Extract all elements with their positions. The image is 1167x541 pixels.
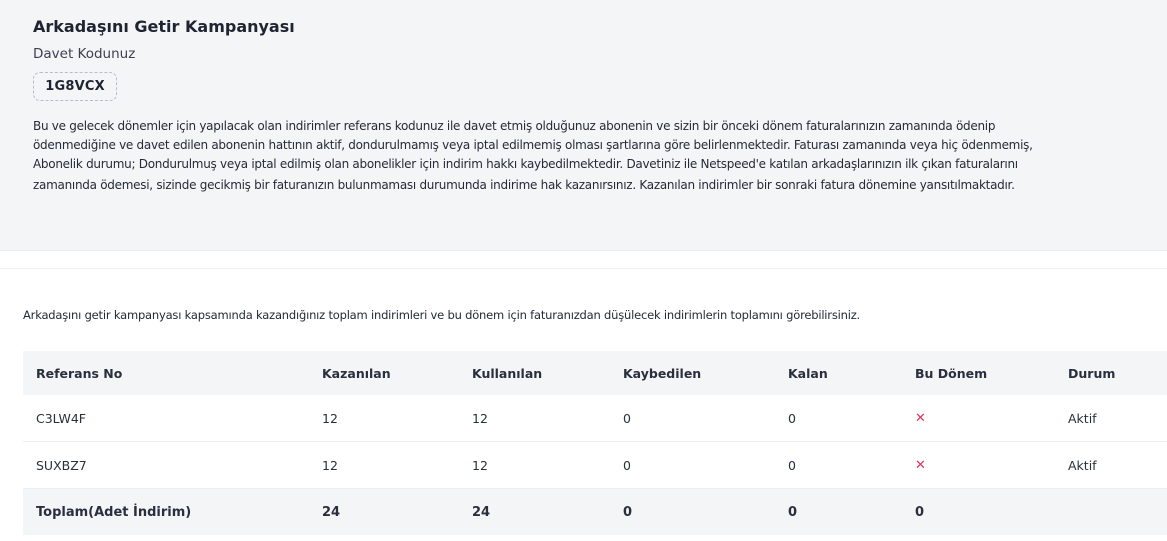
section-divider xyxy=(0,268,1167,269)
x-icon: ✕ xyxy=(915,410,926,426)
invite-code-box[interactable]: 1G8VCX xyxy=(33,72,117,101)
invite-code-label: Davet Kodunuz xyxy=(33,46,136,62)
header-kaybedilen: Kaybedilen xyxy=(623,365,702,381)
header-kullanilan: Kullanılan xyxy=(472,365,543,381)
total-bu-donem: 0 xyxy=(915,504,925,520)
cell-kazanilan: 12 xyxy=(322,410,338,426)
header-bu-donem: Bu Dönem xyxy=(915,365,988,381)
campaign-title: Arkadaşını Getir Kampanyası xyxy=(33,17,295,36)
x-icon: ✕ xyxy=(915,457,926,473)
campaign-panel xyxy=(0,0,1167,251)
cell-kaybedilen: 0 xyxy=(623,410,631,426)
header-durum: Durum xyxy=(1068,365,1116,381)
cell-bu-donem xyxy=(915,442,926,488)
summary-text: Arkadaşını getir kampanyası kapsamında kazandığınız toplam indirimleri ve bu dönem için faturanızdan düşülecek indirimlerin toplamını görebilirsiniz. xyxy=(23,308,860,322)
campaign-description-line: Abonelik durumu; Dondurulmuş veya iptal edilmiş olan abonelikler için indirim hakkı kaybedilmektedir. Davetiniz ile Netspeed'e katılan arkadaşlarınızın ilk çıkan faturalarını xyxy=(33,157,1018,171)
cell-durum: Aktif xyxy=(1068,457,1097,473)
table-header-row xyxy=(23,351,1167,395)
cell-kazanilan: 12 xyxy=(322,457,338,473)
total-kaybedilen: 0 xyxy=(623,504,633,520)
referral-table xyxy=(23,351,1167,535)
cell-kaybedilen: 0 xyxy=(623,457,631,473)
table-row xyxy=(23,395,1167,442)
campaign-description-line: Bu ve gelecek dönemler için yapılacak olan indirimler referans kodunuz ile davet etmiş olduğunuz abonenin ve sizin bir önceki dönem faturalarınızın zamanında ödenip xyxy=(33,119,996,133)
cell-bu-donem xyxy=(915,395,926,441)
total-label: Toplam(Adet İndirim) xyxy=(36,504,192,520)
table-total-row xyxy=(23,489,1167,535)
cell-referans-no: SUXBZ7 xyxy=(36,457,87,473)
cell-durum: Aktif xyxy=(1068,410,1097,426)
cell-kullanilan: 12 xyxy=(472,457,488,473)
table-row xyxy=(23,442,1167,489)
total-kazanilan: 24 xyxy=(322,504,341,520)
header-referans-no: Referans No xyxy=(36,365,123,381)
cell-kullanilan: 12 xyxy=(472,410,488,426)
total-kullanilan: 24 xyxy=(472,504,491,520)
header-kalan: Kalan xyxy=(788,365,828,381)
total-kalan: 0 xyxy=(788,504,798,520)
header-kazanilan: Kazanılan xyxy=(322,365,391,381)
cell-kalan: 0 xyxy=(788,457,796,473)
cell-kalan: 0 xyxy=(788,410,796,426)
campaign-description-line: zamanında ödemesi, sizinde gecikmiş bir faturanızın bulunmaması durumunda indirime hak kazanırsınız. Kazanılan indirimler bir sonraki fatura dönemine yansıtılmaktadır. xyxy=(33,178,1015,192)
cell-referans-no: C3LW4F xyxy=(36,410,86,426)
campaign-description-line: ödenmediğine ve davet edilen abonenin hattının aktif, dondurulmamış veya iptal edilmemiş olması şartlarına göre belirlenmektedir. Faturası zamanında veya hiç ödenmemiş, xyxy=(33,138,1033,152)
